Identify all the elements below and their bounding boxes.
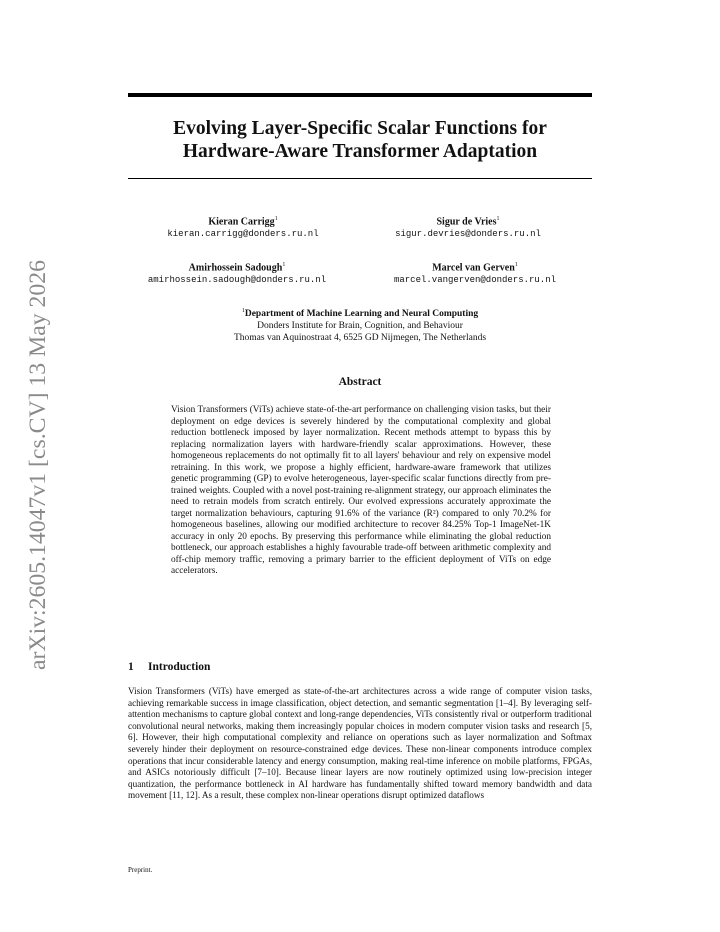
affiliation-block	[128, 305, 592, 344]
introduction-text: Vision Transformers (ViTs) have emerged as state-of-the-art architectures across a wide range of computer vision tasks, achieving remarkable success in image classification, object detection, and semantic segmentation [1–4]. By leveraging self-attention mechanisms to capture global context and long-range dependencies, ViTs consistently rival or outperform traditional convolutional neural networks, making them increasingly popular choices in modern computer vision tasks and research [5, 6]. However, their high computational complexity and reliance on operations such as layer normalization and Softmax severely hinder their deployment on resource-constrained edge devices. These non-linear components introduce complex operations that incur considerable latency and energy consumption, making real-time inference on mobile platforms, FPGAs, and ASICs notoriously difficult [7–10]. Because linear layers are now routinely optimized using low-precision integer quantization, the performance bottleneck in AI hardware has fundamentally shifted toward memory bandwidth and data movement [11, 12]. As a result, these complex non-linear operations disrupt optimized dataflows	[128, 686, 592, 801]
author-block-3	[117, 259, 357, 286]
abstract-text: Vision Transformers (ViTs) achieve state-of-the-art performance on challenging vision tasks, but their deployment on edge devices is severely hindered by the computational complexity and global reduction bottleneck imposed by layer normalization. Recent methods attempt to bypass this by replacing normalization layers with hardware-friendly scalar approximations. However, these homogeneous replacements do not optimally fit to all layers' behaviour and rely on expensive model retraining. In this work, we propose a highly efficient, hardware-aware framework that utilizes genetic programming (GP) to evolve heterogeneous, layer-specific scalar functions directly from pre-trained weights. Coupled with a novel post-training re-alignment strategy, our approach eliminates the need to retrain models from scratch entirely. Our evolved expressions accurately approximate the target normalization behaviours, capturing 91.6% of the variance (R²) compared to only 70.2% for homogeneous baselines, allowing our modified architecture to recover 84.25% Top-1 ImageNet-1K accuracy in only 20 epochs. By preserving this performance while eliminating the global reduction bottleneck, our approach establishes a highly favourable trade-off between arithmetic complexity and off-chip memory traffic, removing a primary barrier to the efficient deployment of ViTs on edge accelerators.	[171, 405, 551, 576]
author-email[interactable]: amirhossein.sadough@donders.ru.nl	[147, 275, 327, 286]
affiliation-department: Department of Machine Learning and Neural Computing	[244, 309, 479, 320]
affiliation-mark: 1	[514, 262, 518, 268]
affiliation-address: Thomas van Aquinostraat 4, 6525 GD Nijmegen, The Netherlands	[233, 333, 487, 344]
paper-title	[128, 117, 592, 163]
title-bottom-rule	[128, 178, 592, 179]
affiliation-mark: 1	[496, 216, 500, 222]
author-email[interactable]: marcel.vangerven@donders.ru.nl	[393, 275, 557, 286]
title-line-2: Hardware-Aware Transformer Adaptation	[182, 141, 538, 162]
affiliation-mark: 1	[274, 216, 278, 222]
author-email[interactable]: kieran.carrigg@donders.ru.nl	[167, 229, 319, 240]
abstract-heading: Abstract	[338, 376, 382, 388]
affiliation-mark: 1	[282, 262, 286, 268]
preprint-footnote: Preprint.	[128, 866, 153, 874]
title-line-1: Evolving Layer-Specific Scalar Functions for	[173, 118, 547, 139]
section-title: Introduction	[148, 661, 211, 673]
arxiv-identifier-stamp	[14, 258, 58, 674]
affiliation-mark: 1	[241, 308, 245, 314]
affiliation-institute: Donders Institute for Brain, Cognition, and Behaviour	[257, 321, 463, 332]
author-block-2	[348, 213, 588, 240]
arxiv-identifier-text: arXiv:2605.14047v1 [cs.CV] 13 May 2026	[25, 264, 51, 670]
author-block-1	[123, 213, 363, 240]
author-name: Sigur de Vries	[436, 216, 497, 228]
section-heading-introduction	[128, 661, 210, 673]
author-name: Kieran Carrigg	[208, 216, 275, 228]
author-name: Marcel van Gerven	[432, 262, 515, 274]
title-top-rule	[128, 93, 592, 97]
author-name: Amirhossein Sadough	[188, 262, 283, 274]
author-block-4	[355, 259, 595, 286]
author-email[interactable]: sigur.devries@donders.ru.nl	[395, 229, 541, 240]
section-number: 1	[128, 661, 134, 673]
